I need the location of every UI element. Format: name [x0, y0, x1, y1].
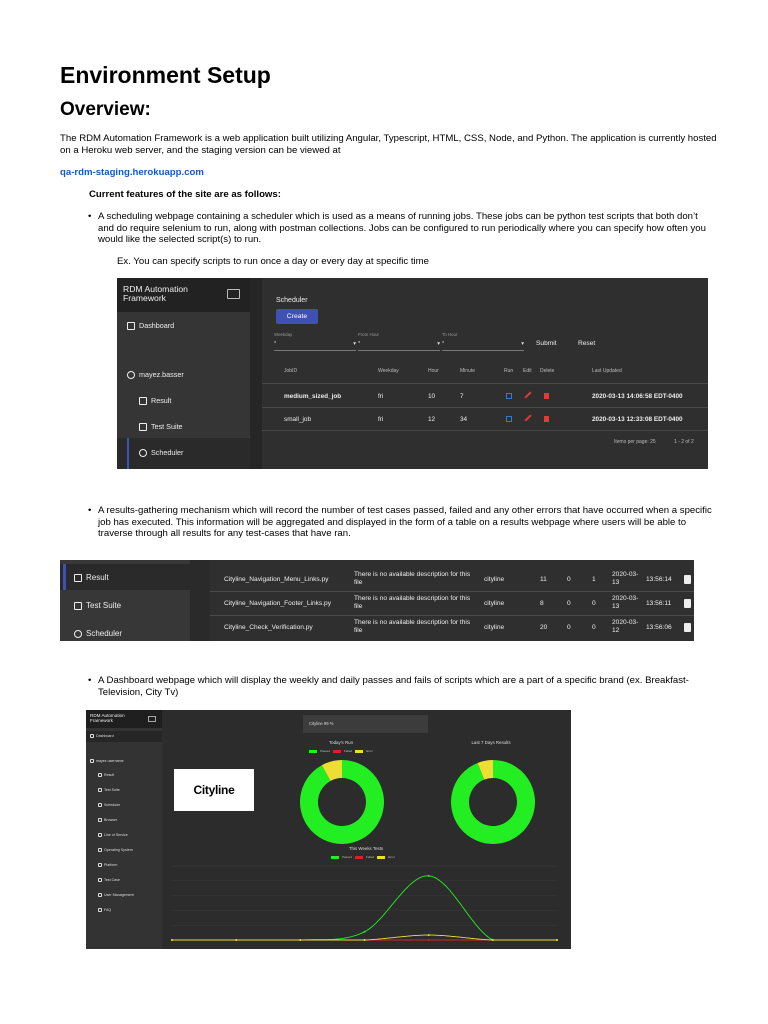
table-row[interactable] [210, 592, 694, 616]
bullet-marker: • [88, 211, 92, 222]
sidebar-item-label: Scheduler [86, 629, 123, 638]
brand-select-value: Cityline 99 % [309, 721, 334, 726]
pie-slice-passed [451, 760, 535, 844]
intro-paragraph: The RDM Automation Framework is a web application built utilizing Angular, Typescript, HTML, CSS, Node, and Python. The application is currently hosted on a Heroku web server, and the staging version can be viewed at [60, 133, 717, 156]
delete-icon[interactable] [544, 393, 549, 401]
user-management-icon [98, 893, 102, 897]
submit-button[interactable]: Submit [536, 340, 557, 347]
line-of-service-icon [98, 833, 102, 837]
app-title: RDM Automation Framework [90, 713, 125, 723]
weekly-title: This Weeks Tests [348, 846, 384, 851]
staging-link[interactable]: qa-rdm-staging.herokuapp.com [60, 167, 204, 178]
todays-run-donut [298, 758, 386, 846]
weekday: fri [378, 393, 384, 400]
sidebar [86, 710, 162, 949]
scheduler-icon [98, 803, 102, 807]
items-per-page[interactable]: Items per page: 25 [614, 439, 656, 445]
error-count: 0 [592, 624, 596, 631]
file-name: Cityline_Check_Verification.py [224, 624, 313, 631]
sidebar-item-label: Result [86, 573, 109, 582]
passed-count: 11 [540, 576, 547, 583]
data-point-passed [364, 931, 366, 933]
file-icon[interactable] [684, 575, 691, 584]
sidebar-item-test-suite[interactable] [98, 788, 120, 792]
run-time: 13:56:11 [646, 600, 672, 607]
sidebar-item-result[interactable] [139, 396, 171, 405]
edit-icon[interactable] [524, 391, 532, 398]
file-icon[interactable] [684, 623, 691, 632]
sidebar-brand [86, 710, 162, 728]
test-suite-icon [98, 788, 102, 792]
sidebar-item-label: Test Suite [151, 422, 183, 431]
run-time: 13:56:06 [646, 624, 672, 631]
job-id: medium_sized_job [284, 393, 342, 400]
sidebar-item-label: Operating System [104, 848, 133, 852]
faq-icon [98, 908, 102, 912]
sidebar-item-test-suite[interactable] [74, 601, 121, 610]
brand: cityline [484, 576, 505, 583]
active-item-bg [117, 438, 250, 469]
legend-swatch-fail [355, 856, 363, 859]
legend-label: Passed [342, 855, 353, 859]
job-id: small_job [284, 416, 311, 423]
last-updated: 2020-03-13 14:06:58 EDT-0400 [592, 393, 683, 400]
header-divider [262, 376, 708, 384]
chevron-down-icon: ▾ [353, 341, 356, 347]
data-point-error [235, 939, 237, 941]
minute: 34 [460, 416, 468, 423]
sidebar-item-platform[interactable] [98, 863, 117, 867]
bullet-marker: • [88, 675, 92, 686]
sidebar-item-result[interactable] [98, 773, 114, 777]
operating-system-icon [98, 848, 102, 852]
legend-label: Error [388, 855, 395, 859]
dashboard-icon [90, 734, 94, 738]
platform-icon [98, 863, 102, 867]
sidebar-item-scheduler[interactable] [139, 448, 183, 457]
select-value: * [442, 341, 445, 347]
legend-label: Failed [366, 855, 375, 859]
pie-legend [309, 749, 373, 753]
sidebar-item-label: Test Suite [104, 788, 120, 792]
bullet-text: A scheduling webpage containing a scheduler which is used as a means of running jobs. These jobs can be python test scripts that both don’t and do require selenium to run, along with postman collections. Jobs can be configured to run periodically where you can specify how often you would like the selected script(s) to run. [98, 211, 706, 245]
table-row [262, 408, 708, 431]
failed-count: 0 [567, 624, 571, 631]
sidebar-item-label: Result [104, 773, 115, 777]
column-header[interactable]: Minute [460, 368, 476, 374]
select-value: * [358, 341, 361, 347]
column-header: Edit [523, 368, 532, 374]
chevron-down-icon: ▾ [437, 341, 440, 347]
sidebar-item-label: FAQ [104, 908, 112, 912]
results-screenshot [60, 560, 694, 641]
sidebar-item-result[interactable] [74, 573, 109, 582]
create-button[interactable]: Create [276, 309, 318, 324]
last-updated: 2020-03-13 12:33:08 EDT-0400 [592, 416, 683, 423]
sidebar-item-label: Result [151, 396, 172, 405]
legend-swatch-fail [333, 750, 341, 753]
sidebar-item-browser[interactable] [98, 818, 117, 822]
sidebar-item-label: Test Case [104, 878, 120, 882]
column-header[interactable]: Weekday [378, 368, 399, 374]
bullet-text: A Dashboard webpage which will display the weekly and daily passes and fails of scripts which are a part of a specific brand (ex. Breakfast-Television, City Tv) [98, 675, 689, 698]
description: There is no available description for this file [354, 595, 471, 610]
sidebar-item-scheduler[interactable] [98, 803, 120, 807]
active-indicator [127, 438, 129, 469]
failed-count: 0 [567, 600, 571, 607]
file-name: Cityline_Navigation_Menu_Links.py [224, 576, 329, 583]
clock-icon [139, 449, 147, 457]
weekday-select[interactable] [274, 332, 356, 351]
series-line-passed [172, 876, 557, 940]
error-count: 1 [592, 576, 596, 583]
reset-button[interactable]: Reset [578, 340, 596, 347]
legend-swatch-pass [331, 856, 339, 859]
data-point-failed [428, 939, 430, 941]
bed-icon [139, 423, 147, 431]
scheduler-panel [262, 278, 708, 469]
dashboard-screenshot [86, 710, 571, 949]
table-row [262, 385, 708, 408]
list-icon [74, 574, 82, 582]
page-title: Environment Setup [60, 62, 271, 88]
app-title: RDM Automation Framework [123, 284, 188, 303]
bullet-marker: • [88, 505, 92, 516]
sidebar-brand [117, 278, 250, 312]
line-legend [331, 855, 395, 859]
weekly-line-chart [162, 862, 571, 949]
sidebar-item-user-management[interactable] [98, 893, 134, 897]
sidebar [117, 278, 250, 469]
sidebar-item-dashboard[interactable] [90, 734, 114, 738]
run-icon[interactable] [506, 393, 512, 401]
legend-swatch-error [355, 750, 363, 753]
sidebar-item-label: Dashboard [139, 321, 175, 330]
data-point-error [299, 939, 301, 941]
from-hour-select[interactable] [358, 332, 440, 351]
todays-run-title: Today's Run [328, 740, 354, 745]
file-icon[interactable] [684, 599, 691, 608]
passed-count: 8 [540, 600, 544, 607]
column-header[interactable]: Hour [428, 368, 439, 374]
gutter [250, 278, 262, 469]
sidebar-item-label: Dashboard [96, 734, 114, 738]
select-label: To Hour [442, 332, 458, 337]
data-point-passed [428, 875, 430, 877]
sidebar-item-label: Line of Service [104, 833, 128, 837]
last7-title: Last 7 Days Results [471, 740, 511, 745]
run-date: 2020-03-12 [612, 619, 639, 634]
minute: 7 [460, 393, 464, 400]
sidebar-item-faq[interactable] [98, 908, 111, 912]
to-hour-select[interactable] [442, 332, 524, 351]
sidebar-item-label: Test Suite [86, 601, 122, 610]
run-date: 2020-03-13 [612, 571, 639, 586]
column-header[interactable]: Last Updated [592, 368, 622, 374]
legend-label: Passed [320, 749, 331, 753]
gutter [190, 560, 210, 641]
sidebar-item-user[interactable] [127, 370, 184, 379]
cast-icon[interactable] [227, 289, 240, 299]
hour: 10 [428, 393, 436, 400]
failed-count: 0 [567, 576, 571, 583]
clock-icon [74, 630, 82, 638]
test-case-icon [98, 878, 102, 882]
sidebar [60, 560, 190, 641]
pie-slice-passed [300, 760, 384, 844]
example-note: Ex. You can specify scripts to run once a day or every day at specific time [117, 256, 429, 267]
browser-icon [98, 818, 102, 822]
sidebar-item-label: User Management [104, 893, 134, 897]
cast-icon[interactable] [148, 716, 156, 722]
data-point-error [364, 939, 366, 941]
bed-icon [74, 602, 82, 610]
sidebar-item-operating-system[interactable] [98, 848, 133, 852]
brand-logo: Cityline [174, 769, 254, 811]
last7-donut [449, 758, 537, 846]
sidebar-item-scheduler[interactable] [74, 629, 122, 638]
result-icon [98, 773, 102, 777]
sidebar-item-dashboard[interactable] [127, 321, 174, 330]
weekday: fri [378, 416, 384, 423]
sidebar-item-test-case[interactable] [98, 878, 120, 882]
sidebar-item-label: Scheduler [104, 803, 121, 807]
sidebar-item-test-suite[interactable] [139, 422, 183, 431]
sidebar-item-label: Platform [104, 863, 118, 867]
run-date: 2020-03-13 [612, 595, 639, 610]
dashboard-icon [127, 322, 135, 330]
column-header: Run [504, 368, 514, 374]
brand: cityline [484, 600, 505, 607]
legend-label: Failed [344, 749, 353, 753]
error-count: 0 [592, 600, 596, 607]
select-value: * [274, 341, 277, 347]
select-label: From Hour [358, 332, 379, 337]
run-icon[interactable] [506, 416, 512, 424]
user-icon [90, 759, 94, 763]
data-point-error [428, 934, 430, 936]
column-header[interactable]: JobID [284, 368, 298, 374]
legend-label: Error [366, 749, 373, 753]
features-heading: Current features of the site are as follows: [89, 189, 281, 200]
file-name: Cityline_Navigation_Footer_Links.py [224, 600, 332, 607]
sidebar-item-line-of-service[interactable] [98, 833, 128, 837]
sidebar-item-label: Browser [104, 818, 118, 822]
list-icon [139, 397, 147, 405]
active-indicator [63, 564, 66, 590]
bullet-text: A results-gathering mechanism which will record the number of test cases passed, failed and any other errors that have occurred when a specific job has executed. This information will be aggregated and displayed in the form of a table on a results webpage where users will be able to traverse through all results for any test-cases that have ran. [98, 505, 712, 539]
hour: 12 [428, 416, 436, 423]
sidebar-item-label: Scheduler [151, 448, 184, 457]
brand-select[interactable] [303, 715, 428, 733]
panel-title: Scheduler [276, 297, 308, 304]
sidebar-item-label: mayez.username [96, 759, 124, 763]
results-table [210, 560, 694, 641]
description: There is no available description for this file [354, 571, 471, 586]
edit-icon[interactable] [524, 414, 532, 421]
chevron-down-icon: ▾ [521, 341, 524, 347]
page-range: 1 - 2 of 2 [674, 439, 694, 445]
scheduler-screenshot [117, 278, 708, 469]
run-time: 13:56:14 [646, 576, 672, 583]
column-header: Delete [540, 368, 555, 374]
data-point-error [556, 939, 558, 941]
legend-swatch-error [377, 856, 385, 859]
section-heading-overview: Overview: [60, 99, 151, 120]
select-label: Weekday [274, 332, 293, 337]
account-icon [127, 371, 135, 379]
sidebar-item-label: mayez.basser [139, 370, 184, 379]
brand: cityline [484, 624, 505, 631]
data-point-error [171, 939, 173, 941]
legend-swatch-pass [309, 750, 317, 753]
description: There is no available description for this file [354, 619, 471, 634]
table-row[interactable] [210, 568, 694, 592]
passed-count: 20 [540, 624, 548, 631]
sidebar-item-user[interactable] [90, 759, 124, 763]
table-row[interactable] [210, 616, 694, 640]
data-point-error [492, 939, 494, 941]
delete-icon[interactable] [544, 416, 549, 424]
